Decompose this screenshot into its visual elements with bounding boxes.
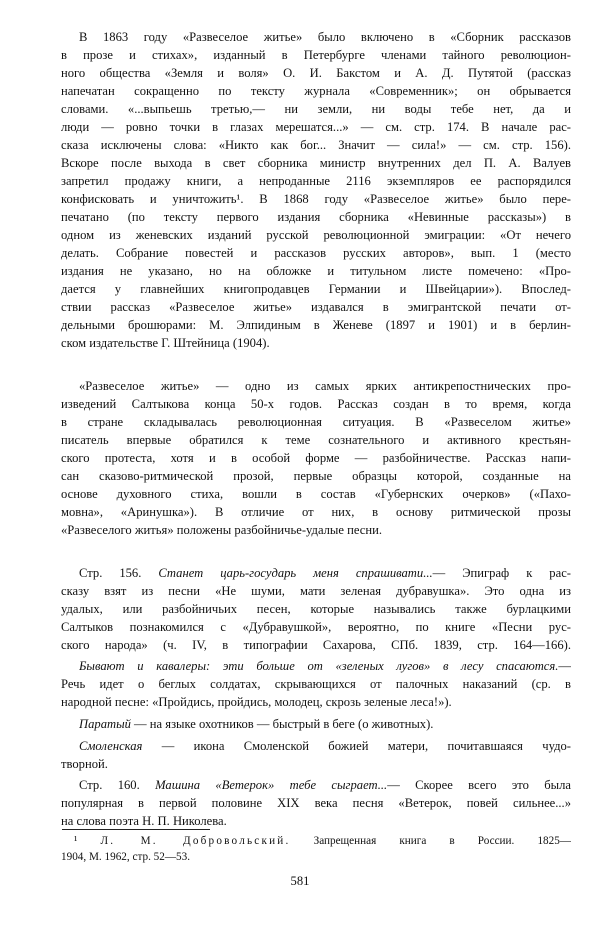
note-text: — икона Смоленской божией матери, почитавшаяся чудо- bbox=[142, 739, 571, 753]
text-line: сказа исключены слова: «Никто как бог... Значит — сила!» — см. стр. 156). bbox=[61, 138, 571, 152]
note-text: — Скорее всего это была bbox=[387, 778, 571, 792]
text-line: 1904, М. 1962, стр. 52—53. bbox=[61, 851, 191, 863]
text-line: одном из женевских изданий русской революционной эмиграции: «От нечего bbox=[61, 228, 571, 242]
text-line: ского народа» (ч. IV, в типографии Сахарова, СПб. 1839, стр. 164—166). bbox=[61, 638, 571, 652]
text-line: дельными брошюрами: М. Элпидиным в Женеве (1897 и 1901) и в берлин- bbox=[61, 318, 571, 332]
text-line: конфисковать и уничтожить¹. В 1868 году «Развеселое житье» было пере- bbox=[61, 192, 571, 206]
text-line: В 1863 году «Развеселое житье» было включено в «Сборник рассказов bbox=[79, 30, 571, 44]
text-line: популярная в первой половине XIX века песня «Ветерок, повей сильнее...» bbox=[61, 796, 571, 810]
text-line: мовна», «Аринушка»). В отличие от них, в основу ритмической прозы bbox=[61, 505, 571, 519]
text-line: издания не указано, но на обложке и титульном листе помечено: «Про- bbox=[61, 264, 571, 278]
text-line: ском издательстве Г. Штейница (1904). bbox=[61, 336, 270, 350]
text-line: основе духовного стиха, вошли в состав «Губернских очерков» («Пахо- bbox=[61, 487, 571, 501]
footnote-text: Запрещенная книга в России. 1825— bbox=[290, 835, 571, 847]
text-line: в стране складывалась революционная ситуация. В «Развеселом житье» bbox=[61, 415, 571, 429]
text-line: ного общества «Земля и воля» О. И. Бакстом и А. Д. Путятой (рассказ bbox=[61, 66, 571, 80]
footnote-divider bbox=[62, 829, 210, 830]
note-page-ref: Стр. 156. bbox=[79, 566, 159, 580]
note-page-ref: Стр. 160. bbox=[79, 778, 156, 792]
text-line: творной. bbox=[61, 757, 108, 771]
text-line: Вскоре после выхода в свет сборника министр внутренних дел П. А. Валуев bbox=[61, 156, 571, 170]
text-line: в прозе и стихах», изданный в Петербурге членами тайного революцион- bbox=[61, 48, 571, 62]
text-line: напечатан сокращенно по тексту журнала «Современник»; он обрывается bbox=[61, 84, 571, 98]
footnote-author: Л. М. Добровольский. bbox=[100, 835, 291, 847]
text-line: печатано (по тексту первого издания сборника «Невинные рассказы») в bbox=[61, 210, 571, 224]
text-line: ствии рассказ «Развеселое житье» издавался в эмигрантской печати от- bbox=[61, 300, 571, 314]
note-text: — bbox=[558, 659, 571, 673]
text-line: Речь идет о беглых солдатах, скрывающихся от палочных наказаний (ср. в bbox=[61, 677, 571, 691]
page-number: 581 bbox=[290, 874, 310, 888]
note-text: — Эпиграф к рас- bbox=[432, 566, 571, 580]
text-line bbox=[79, 738, 571, 756]
footnote-marker: ¹ bbox=[74, 835, 78, 847]
text-line bbox=[79, 565, 571, 583]
text-line: удалых, или разбойничьих песен, которые назывались также бурлацкими bbox=[61, 602, 571, 616]
text-line: сан сказово-ритмической прозой, первые образцы которой, созданные на bbox=[61, 469, 571, 483]
text-line: запретил продажу книги, а непроданные 2116 экземпляров ее распорядился bbox=[61, 174, 571, 188]
note-quote: Бывают и кавалеры: эти больше от «зеленых лугов» в лесу спасаются. bbox=[79, 659, 559, 673]
text-line: «Развеселое житье» — одно из самых ярких антикрепостнических про- bbox=[79, 379, 571, 393]
note-term: Паратый bbox=[79, 717, 131, 731]
text-line: народной песне: «Пройдись, пройдись, молодец, скрозь зеленые леса!»). bbox=[61, 695, 452, 709]
note-quote: Станет царь-государь меня спрашивати... bbox=[158, 566, 433, 580]
text-line: люди — ровно точки в глазах мерешатся...» — см. стр. 174. В начале рас- bbox=[61, 120, 571, 134]
text-line: сказу взят из песни «Не шуми, мати зеленая дубравушка». Это одна из bbox=[61, 584, 571, 598]
text-line: словами. «...выпьешь третью,— ни земли, ни воды тебе нет, да и bbox=[61, 102, 571, 116]
text-line: дается у главнейших книгопродавцев Германии и Швейцарии»). Впослед- bbox=[61, 282, 571, 296]
text-line: изведений Салтыкова конца 50-х годов. Рассказ создан в то время, когда bbox=[61, 397, 571, 411]
text-line: делать. Собрание повестей и рассказов русских авторов», вып. 1 (место bbox=[61, 246, 571, 260]
note-term: Смоленская bbox=[79, 739, 143, 753]
text-line bbox=[79, 658, 571, 676]
text-line bbox=[74, 834, 571, 848]
text-line: на слова поэта Н. П. Николева. bbox=[61, 814, 227, 828]
text-line: писатель впервые обратился к теме сознательного и активного крестьян- bbox=[61, 433, 571, 447]
text-line: ского протеста, хотя и в особой форме — разбойничестве. Рассказ напи- bbox=[61, 451, 571, 465]
text-line: «Развеселого житья» положены разбойничье-удалые песни. bbox=[61, 523, 382, 537]
text-line bbox=[79, 777, 571, 795]
note-text: — на языке охотников — быстрый в беге (о животных). bbox=[130, 717, 434, 731]
text-line: Салтыков познакомился с «Дубравушкой», вероятно, по книге «Песни рус- bbox=[61, 620, 571, 634]
note-quote: Машина «Ветерок» тебе сыграет... bbox=[155, 778, 388, 792]
text-line bbox=[79, 716, 571, 734]
